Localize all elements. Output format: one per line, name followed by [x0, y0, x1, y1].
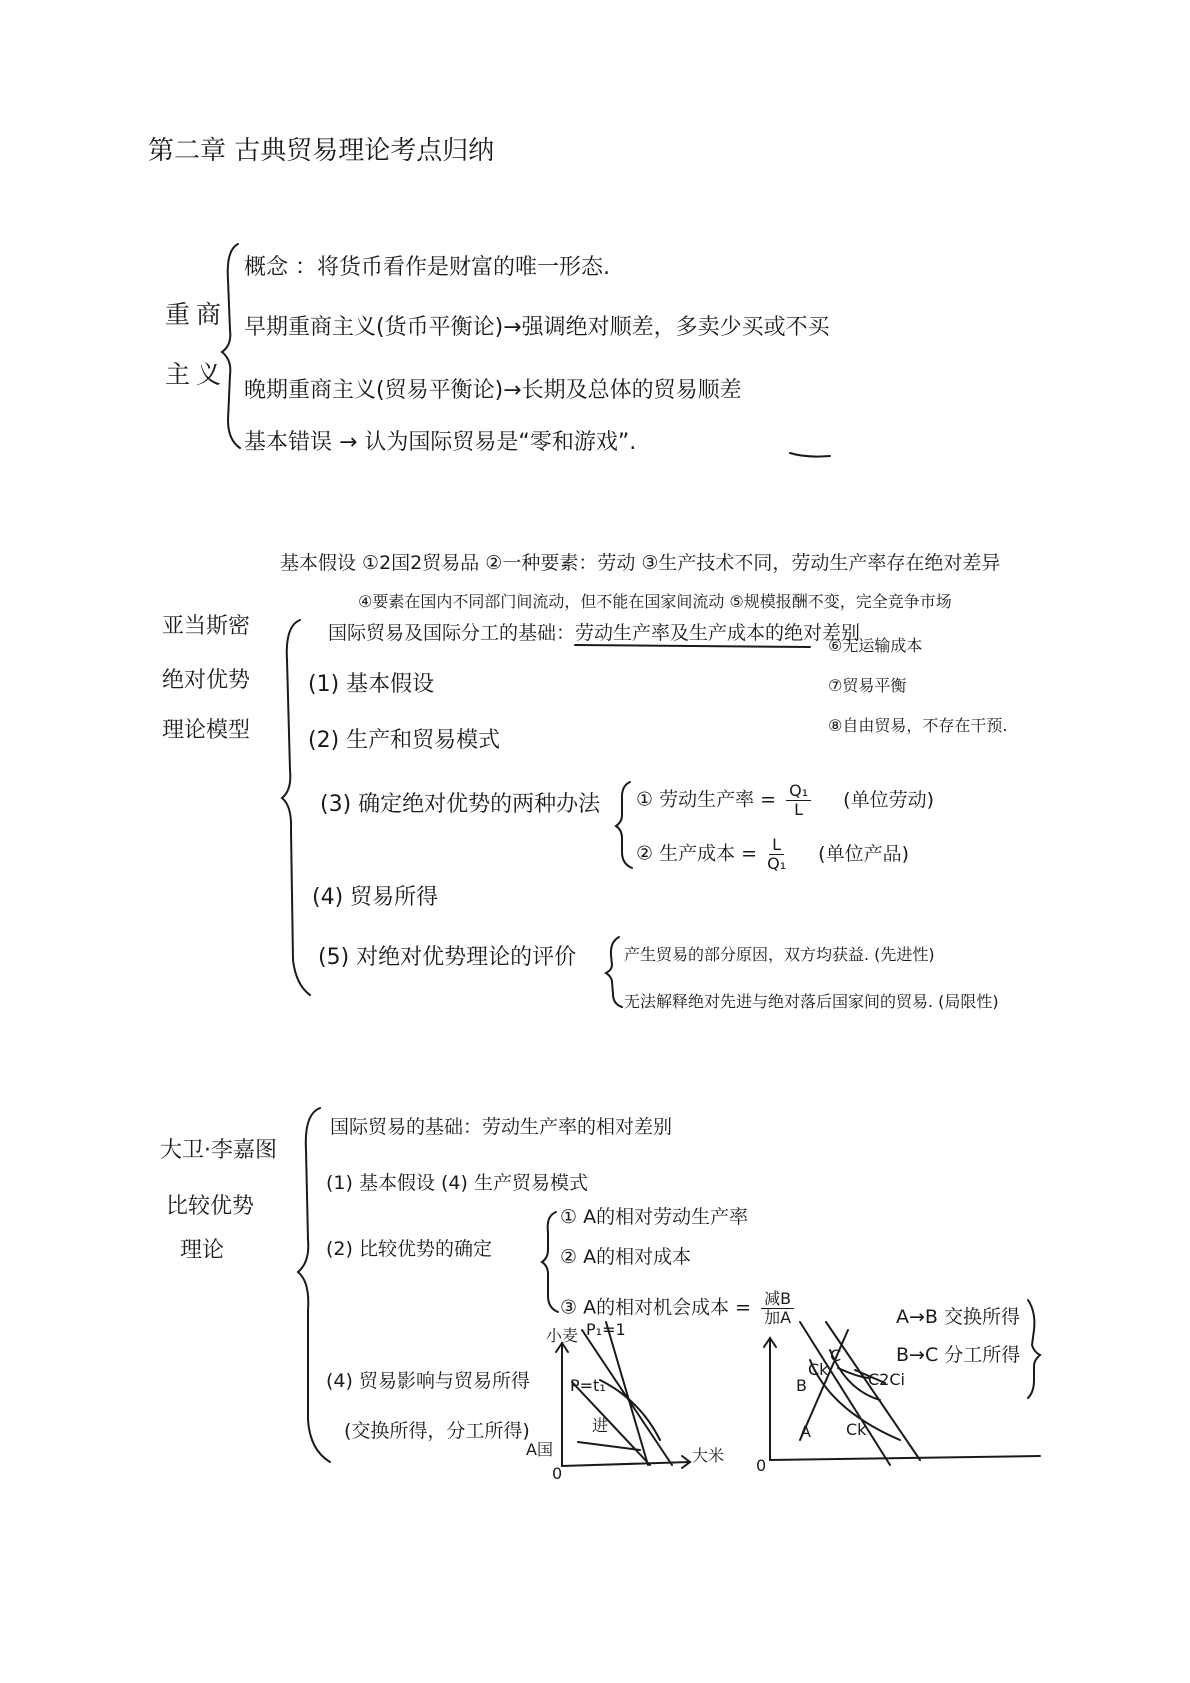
- method-1-fraction: [786, 782, 811, 818]
- left-graph-axes: [562, 1343, 690, 1466]
- ricardo-basis: 国际贸易的基础：劳动生产率的相对差别: [330, 1116, 673, 1138]
- mercantilism-brace: [222, 244, 240, 448]
- smith-item-1: (1) 基本假设: [308, 672, 435, 697]
- ricardo-item-4-line-1: (4) 贸易影响与贸易所得: [326, 1370, 530, 1392]
- gains-specialization: B→C 分工所得: [896, 1344, 1021, 1366]
- ricardo-label-2: 比较优势: [166, 1194, 255, 1219]
- smith-basis: 国际贸易及国际分工的基础：劳动生产率及生产成本的绝对差别: [328, 622, 861, 644]
- graph-origin-label: 0: [552, 1464, 563, 1483]
- smith-item-2: (2) 生产和贸易模式: [308, 728, 501, 753]
- smith-assumptions-2: ④要素在国内不同部门间流动，但不能在国家间流动 ⑤规模报酬不变，完全竞争市场: [358, 592, 952, 611]
- graph-ck2-label: Ck: [846, 1420, 867, 1439]
- right-graph-curve-3: [838, 1368, 870, 1378]
- graph-country-label: A国: [526, 1440, 553, 1459]
- ricardo-brace: [298, 1108, 330, 1462]
- mercantilism-label-1: 重商: [165, 300, 228, 329]
- mercantilism-error: 基本错误 → 认为国际贸易是“零和游戏”.: [244, 430, 637, 455]
- smith-brace: [282, 620, 310, 995]
- smith-eval-2: 无法解释绝对先进与绝对落后国家间的贸易. (局限性): [624, 992, 999, 1011]
- mercantilism-concept: 概念 ：将货币看作是财富的唯一形态.: [244, 255, 610, 280]
- method-2-label: ② 生产成本 =: [636, 842, 758, 865]
- mercantilism-label-2: 主义: [165, 360, 228, 389]
- smith-assumptions-1: 基本假设 ①2国2贸易品 ②一种要素：劳动 ③生产技术不同，劳动生产率存在绝对差异: [280, 552, 1001, 574]
- ricardo-item-1: (1) 基本假设 (4) 生产贸易模式: [326, 1172, 588, 1194]
- graph-point-a: A: [800, 1422, 811, 1441]
- ricardo-label-1: 大卫·李嘉图: [160, 1138, 277, 1163]
- smith-side-note-2: ⑦贸易平衡: [828, 676, 907, 695]
- comparative-brace: [542, 1212, 558, 1312]
- graph-right-origin-label: 0: [756, 1456, 767, 1475]
- graph-y-axis-label: 小麦: [546, 1326, 579, 1345]
- ricardo-label-3: 理论: [180, 1238, 225, 1263]
- smith-method-2: [636, 836, 909, 872]
- sub-3-denominator: 加A: [764, 1307, 792, 1327]
- smith-label-2: 绝对优势: [162, 668, 251, 693]
- right-graph-line-1: [800, 1322, 890, 1465]
- graph-point-c: C: [830, 1346, 842, 1365]
- sub-3-numerator: 减B: [761, 1290, 794, 1309]
- page-title: 第二章 古典贸易理论考点归纳: [148, 136, 495, 166]
- method-2-denominator: Q₁: [767, 853, 787, 873]
- smith-side-note-3: ⑧自由贸易，不存在干预.: [828, 716, 1008, 735]
- graph-price-line-label: P₁=1: [586, 1320, 626, 1339]
- graph-region-label: 进: [592, 1416, 609, 1435]
- mercantilism-late: 晚期重商主义(贸易平衡论)→长期及总体的贸易顺差: [244, 378, 742, 403]
- evaluation-brace: [606, 937, 622, 1007]
- method-2-fraction: [767, 836, 786, 872]
- graph-pa-label: P=t₁: [570, 1376, 606, 1395]
- graph-point-b: B: [796, 1376, 807, 1395]
- ricardo-sub-1: ① A的相对劳动生产率: [560, 1206, 749, 1228]
- sub-3-label: ③ A的相对机会成本 =: [560, 1296, 752, 1319]
- graph-ck-label: Ck: [808, 1360, 829, 1379]
- smith-item-4: (4) 贸易所得: [312, 885, 439, 910]
- method-1-denominator: L: [794, 799, 804, 819]
- ricardo-item-4-line-2: (交换所得，分工所得): [344, 1420, 530, 1442]
- smith-label-3: 理论模型: [162, 718, 251, 743]
- mercantilism-early: 早期重商主义(货币平衡论)→强调绝对顺差，多卖少买或不买: [244, 315, 830, 340]
- graph-x-axis-label: 大米: [692, 1446, 725, 1465]
- method-1-numerator: Q₁: [786, 782, 811, 801]
- gains-exchange: A→B 交换所得: [896, 1306, 1020, 1328]
- method-2-note: (单位产品): [818, 842, 909, 865]
- smith-item-3: (3) 确定绝对优势的两种办法: [320, 792, 601, 817]
- method-2-numerator: L: [769, 836, 784, 855]
- graph-c2ci-label: C2Ci: [868, 1370, 905, 1389]
- smith-side-note-1: ⑥无运输成本: [828, 636, 923, 655]
- left-graph-line-1: [582, 1330, 672, 1465]
- ricardo-sub-2: ② A的相对成本: [560, 1246, 692, 1268]
- method-brace: [616, 782, 632, 868]
- left-graph-line-2: [606, 1322, 648, 1465]
- method-1-note: (单位劳动): [843, 788, 934, 811]
- smith-item-5: (5) 对绝对优势理论的评价: [318, 945, 577, 970]
- method-1-label: ① 劳动生产率 =: [636, 788, 777, 811]
- smith-label-1: 亚当斯密: [162, 614, 251, 639]
- right-graph-line-2: [826, 1322, 920, 1460]
- smith-method-1: [636, 782, 934, 818]
- sub-3-fraction: [761, 1290, 794, 1326]
- smith-eval-1: 产生贸易的部分原因，双方均获益. (先进性): [624, 945, 935, 964]
- gains-brace: [1028, 1300, 1040, 1398]
- ricardo-item-2: (2) 比较优势的确定: [326, 1238, 492, 1260]
- left-graph-curve: [600, 1380, 660, 1440]
